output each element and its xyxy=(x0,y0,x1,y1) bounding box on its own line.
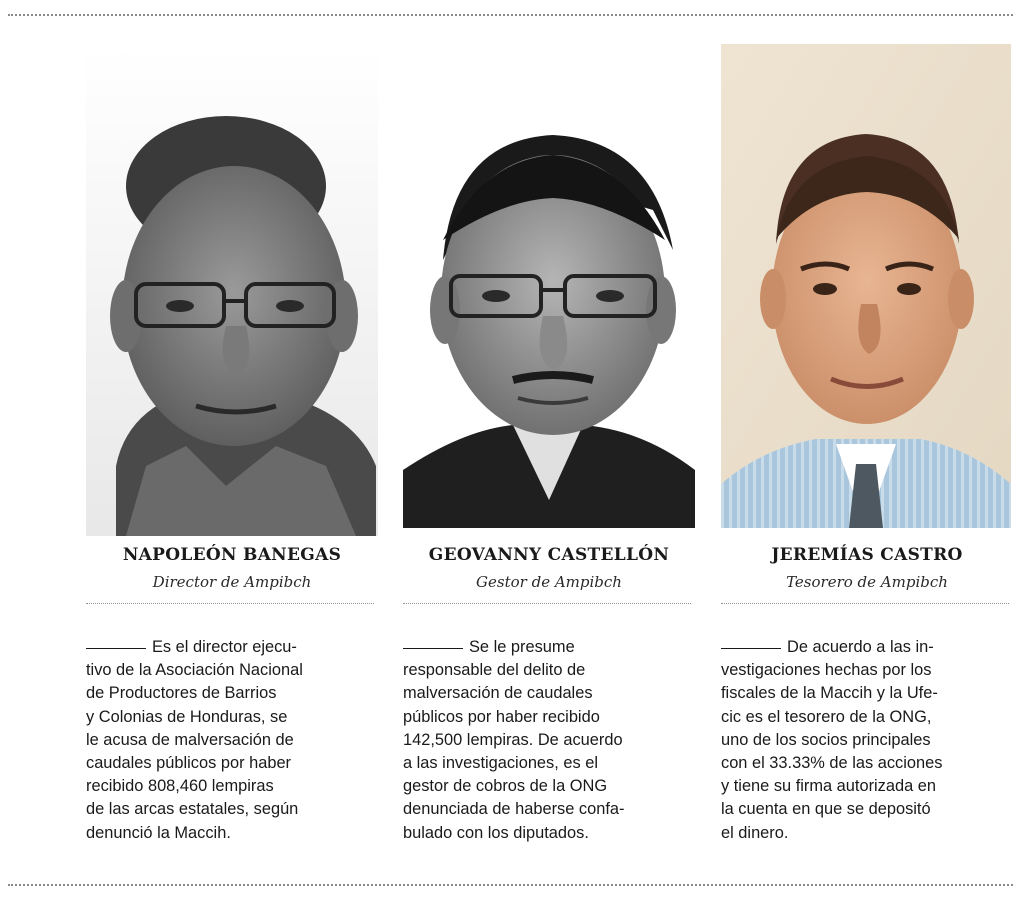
separator-dotted-3 xyxy=(721,603,1009,604)
portrait-photo-2 xyxy=(403,80,695,528)
portrait-photo-1 xyxy=(86,46,378,536)
top-dotted-rule xyxy=(8,14,1013,16)
separator-dotted-1 xyxy=(86,603,374,604)
person-description-3: De acuerdo a las in- vestigaciones hechas por los fiscales de la Maccih y la Ufe- cic es el tesorero de la ONG, uno de los socios principales con el 33.33% de las acciones y tiene su firma autorizada en la cuenta en que se depositó el dinero. xyxy=(721,638,943,842)
person-name-1: NAPOLEÓN BANEGAS xyxy=(122,545,342,565)
person-role-3: Tesorero de Ampibch xyxy=(786,573,948,591)
person-name-2: GEOVANNY CASTELLÓN xyxy=(428,545,670,565)
portrait-photo-3 xyxy=(721,44,1013,528)
person-description-2: Se le presume responsable del delito de malversación de caudales públicos por haber recibido 142,500 lempiras. De acuerdo a las investigaciones, es el gestor de cobros de la ONG denunciada de haberse confa- bulado con los diputados. xyxy=(403,638,625,842)
person-description-1: Es el director ejecu- tivo de la Asociación Nacional de Productores de Barrios y Colonias de Honduras, se le acusa de malversación de caudales públicos por haber recibido 808,460 lempiras de las arcas estatales, según denunció la Maccih. xyxy=(86,638,303,842)
person-name-3: JEREMÍAS CASTRO xyxy=(771,545,963,565)
person-role-2: Gestor de Ampibch xyxy=(476,573,622,591)
person-role-1: Director de Ampibch xyxy=(152,573,312,591)
separator-dotted-2 xyxy=(403,603,691,604)
bottom-dotted-rule xyxy=(8,884,1013,886)
